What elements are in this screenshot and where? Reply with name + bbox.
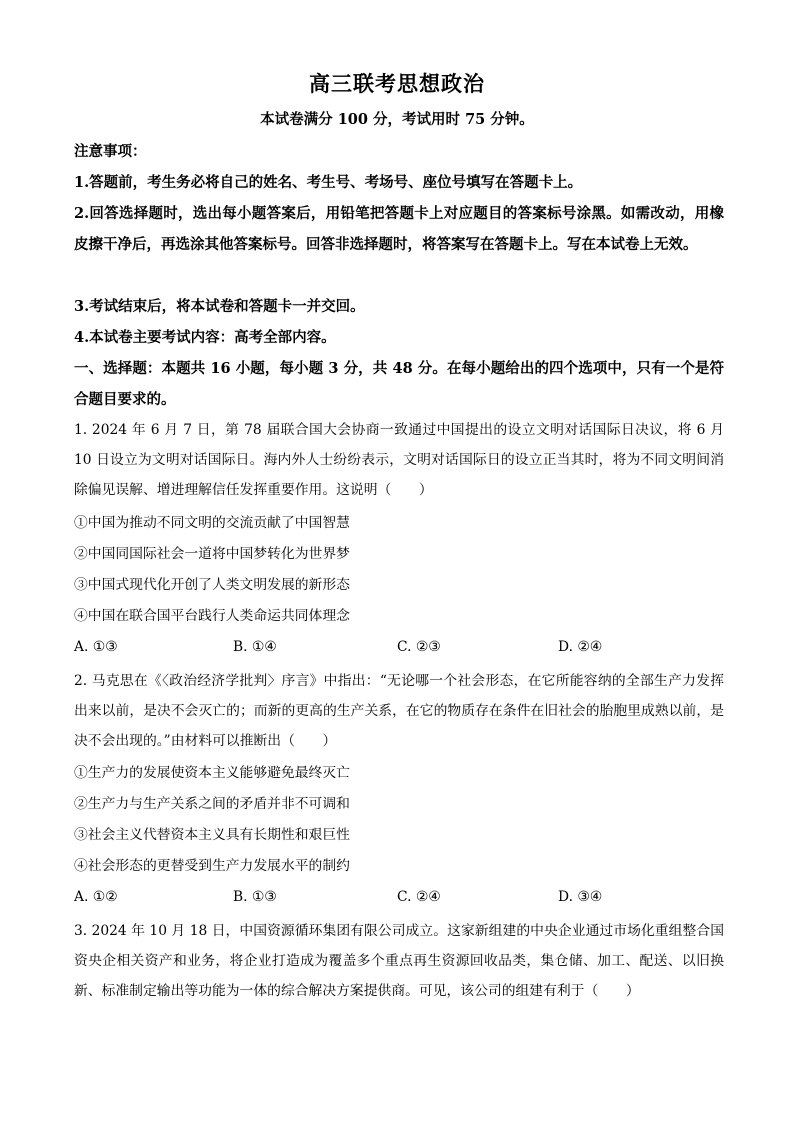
question-1-choice-c[interactable]: C. ②③ — [397, 639, 441, 655]
question-1-statement-1: ①中国为推动不同文明的交流贡献了中国智慧 — [74, 515, 350, 531]
question-2-choice-b[interactable]: B. ①③ — [233, 889, 277, 905]
question-2-statement-2: ②生产力与生产关系之间的矛盾并非不可调和 — [74, 796, 350, 812]
question-2-choice-d[interactable]: D. ③④ — [558, 889, 603, 905]
page-title: 高三联考思想政治 — [309, 71, 485, 96]
question-2-stem: 2. 马克思在《〈政治经济学批判〉序言》中指出：“无论哪一个社会形态，在它所能容纳的全部生产力发挥出来以前，是决不会灭亡的；而新的更高的生产关系，在它的物质存在条件在旧社会的胎胞里成熟以前，是决不会出现的。”由材料可以推断出（ ） — [74, 673, 724, 749]
question-1-statement-2: ②中国同国际社会一道将中国梦转化为世界梦 — [74, 546, 350, 562]
question-1-stem: 1. 2024 年 6 月 7 日，第 78 届联合国大会协商一致通过中国提出的设立文明对话国际日决议，将 6 月 10 日设立为文明对话国际日。海内外人士纷纷表示，文明对话国际日的设立正当其时，将为不同文明间消除偏见误解、增进理解信任发挥重要作用。这说明（ ） — [74, 422, 724, 498]
notice-item-1: 1.答题前，考生务必将自己的姓名、考生号、考场号、座位号填写在答题卡上。 — [74, 174, 583, 191]
question-2-statement-4: ④社会形态的更替受到生产力发展水平的制约 — [74, 858, 350, 874]
question-1-choice-b[interactable]: B. ①④ — [233, 639, 277, 655]
notice-item-3: 3.考试结束后，将本试卷和答题卡一并交回。 — [74, 298, 365, 315]
question-1-statement-3: ③中国式现代化开创了人类文明发展的新形态 — [74, 577, 350, 593]
question-2-choice-c[interactable]: C. ②④ — [397, 889, 441, 905]
question-3-stem: 3. 2024 年 10 月 18 日，中国资源循环集团有限公司成立。这家新组建的中央企业通过市场化重组整合国资央企相关资产和业务，将企业打造成为覆盖多个重点再生资源回收品类，集仓储、加工、配送、以旧换新、标准制定输出等功能为一体的综合解决方案提供商。可见，该公司的组建有利于（ ） — [74, 923, 724, 999]
question-2-statement-1: ①生产力的发展使资本主义能够避免最终灭亡 — [74, 765, 350, 781]
notice-item-2: 2.回答选择题时，选出每小题答案后，用铅笔把答题卡上对应题目的答案标号涂黑。如需改动，用橡皮擦干净后，再选涂其他答案标号。回答非选择题时，将答案写在答题卡上。写在本试卷上无效。 — [74, 205, 724, 253]
question-1-statement-4: ④中国在联合国平台践行人类命运共同体理念 — [74, 608, 350, 624]
notice-heading: 注意事项： — [74, 143, 147, 160]
question-1-choice-a[interactable]: A. ①③ — [74, 639, 118, 655]
question-1-choice-d[interactable]: D. ②④ — [558, 639, 603, 655]
exam-info: 本试卷满分 100 分，考试用时 75 分钟。 — [260, 111, 534, 128]
question-2-statement-3: ③社会主义代替资本主义具有长期性和艰巨性 — [74, 827, 350, 843]
notice-item-4: 4.本试卷主要考试内容：高考全部内容。 — [74, 329, 336, 346]
question-2-choice-a[interactable]: A. ①② — [74, 889, 118, 905]
section-heading: 一、选择题：本题共 16 小题，每小题 3 分，共 48 分。在每小题给出的四个选项中，只有一个是符合题目要求的。 — [74, 360, 724, 408]
